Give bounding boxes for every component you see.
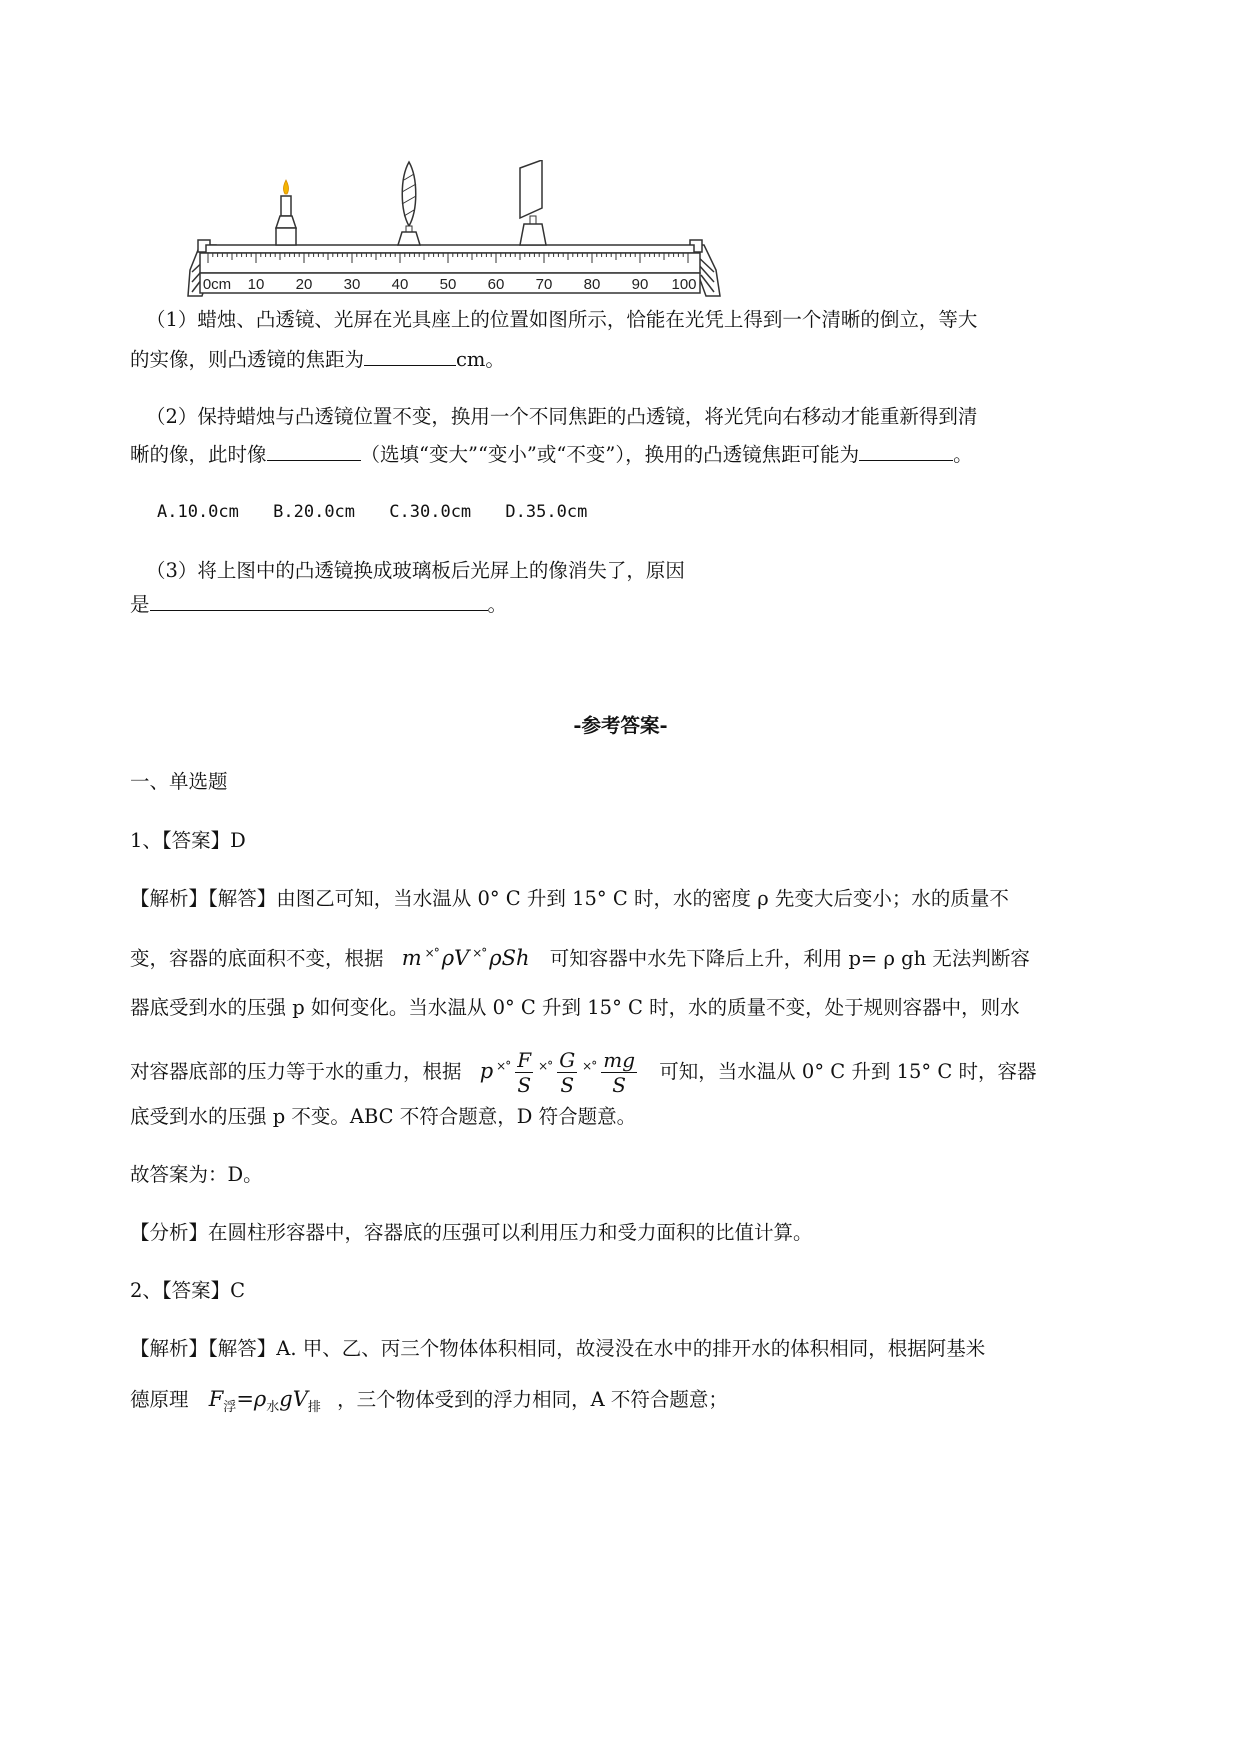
q1-line2 [130, 345, 1130, 375]
math-p: p [479, 1059, 494, 1083]
q3-text-b: 。 [487, 593, 508, 616]
answer-2-para1: 【解析】【解答】A. 甲、乙、丙三个物体体积相同，故浸没在水中的排开水的体积相同，根据阿基米 [130, 1337, 986, 1360]
a1-p4-text-a: 对容器底部的压力等于水的重力，根据 [130, 1060, 462, 1083]
q2-options [157, 497, 587, 527]
scale-label-90: 90 [631, 276, 649, 293]
q2-text-b: （选填“变大”“变小”或“不变”），换用的凸透镜焦距可能为 [360, 443, 860, 466]
math-rhoV: ρV [441, 946, 470, 970]
scale-label-80: 80 [583, 276, 601, 293]
math-F: F [208, 1387, 224, 1411]
fraction-mg-S: $\frac{mg}{S}$ [603, 1048, 636, 1097]
candle [276, 180, 296, 245]
q1-text-b: cm。 [456, 348, 505, 371]
scale-label-40: 40 [391, 276, 409, 293]
garbled-symbol: ×° [424, 946, 439, 960]
math-rhoSh: ρSh [489, 946, 530, 970]
answer-2-para2 [130, 1384, 1130, 1423]
light-screen [520, 160, 546, 245]
answer-1-conclusion: 故答案为：D。 [130, 1163, 263, 1186]
scale-label-20: 20 [295, 276, 313, 293]
formula-archimedes [209, 1384, 321, 1423]
a2-p2-text-a: 德原理 [130, 1388, 189, 1411]
scale-label-70: 70 [535, 276, 553, 293]
sub-displaced: 排 [307, 1400, 321, 1416]
answer-1-para5: 底受到水的压强 p 不变。ABC 不符合题意，D 符合题意。 [130, 1105, 637, 1128]
q3-line2 [130, 590, 1130, 620]
scale-label-10: 10 [247, 276, 265, 293]
garbled-symbol: ×° [472, 946, 487, 960]
garbled-symbol: ×° [496, 1059, 511, 1073]
answers-title: -参考答案- [573, 714, 668, 737]
answer-1-para4 [130, 1040, 1130, 1098]
answer-1-para3: 器底受到水的压强 p 如何变化。当水温从 0° C 升到 15° C 时，水的质量不变，处于规则容器中，则水 [130, 996, 1020, 1019]
q2-text-a: 晰的像，此时像 [130, 443, 267, 466]
formula-pressure [480, 1040, 639, 1097]
scale-label-50: 50 [439, 276, 457, 293]
formula-m-rhoV-rhoSh [402, 938, 530, 973]
answer-2-head: 2、【答案】C [130, 1279, 246, 1302]
math-gV: gV [279, 1387, 308, 1411]
garbled-symbol: ×° [582, 1059, 597, 1073]
scale-label-0cm: 0cm [202, 276, 232, 293]
q3-line1: （3）将上图中的凸透镜换成玻璃板后光屏上的像消失了，原因 [146, 559, 685, 582]
sub-water: 水 [266, 1400, 280, 1416]
answer-1-analysis: 【分析】在圆柱形容器中，容器底的压强可以利用压力和受力面积的比值计算。 [130, 1221, 813, 1244]
optical-bench-figure [180, 160, 740, 310]
answer-1-para1: 【解析】【解答】由图乙可知，当水温从 0° C 升到 15° C 时，水的密度 ρ 先变大后变小；水的质量不 [130, 887, 1009, 910]
option-a[interactable]: A.10.0cm [157, 502, 239, 522]
q2-line2 [130, 440, 1130, 470]
math-m: m [401, 946, 422, 970]
q1-text-a: 的实像，则凸透镜的焦距为 [130, 348, 365, 371]
q2-size-blank[interactable] [267, 440, 361, 461]
garbled-symbol: ×° [538, 1059, 553, 1073]
scale-label-30: 30 [343, 276, 361, 293]
answer-1-para2 [130, 938, 1130, 974]
section-heading: 一、单选题 [130, 770, 228, 793]
convex-lens [398, 162, 420, 245]
q2-focal-blank[interactable] [859, 440, 953, 461]
fraction-F-S: $\frac{F}{S}$ [517, 1048, 532, 1097]
q3-answer-blank[interactable] [150, 590, 488, 611]
math-eq-rho: =ρ [236, 1387, 267, 1411]
answer-1-head: 1、【答案】D [130, 829, 246, 852]
scale-label-100: 100 [671, 276, 697, 293]
q2-line1: （2）保持蜡烛与凸透镜位置不变，换用一个不同焦距的凸透镜，将光凭向右移动才能重新得到清 [146, 405, 978, 428]
option-d[interactable]: D.35.0cm [505, 502, 588, 522]
q1-answer-blank[interactable] [364, 345, 456, 366]
fraction-G-S: $\frac{G}{S}$ [559, 1048, 576, 1097]
a1-p2-text-a: 变，容器的底面积不变，根据 [130, 947, 384, 970]
q2-text-c: 。 [953, 443, 973, 466]
a2-p2-text-b: ，三个物体受到的浮力相同，A 不符合题意； [337, 1388, 728, 1411]
sub-buoyancy: 浮 [223, 1400, 237, 1416]
bench-rail [206, 245, 694, 253]
a1-p2-text-b: 可知容器中水先下降后上升，利用 p= ρ gh 无法判断容 [549, 947, 1030, 970]
q1-line1: （1）蜡烛、凸透镜、光屏在光具座上的位置如图所示，恰能在光凭上得到一个清晰的倒立，等大 [146, 308, 978, 331]
option-b[interactable]: B.20.0cm [273, 502, 356, 522]
option-c[interactable]: C.30.0cm [389, 502, 472, 522]
scale-label-60: 60 [487, 276, 505, 293]
a1-p4-text-b: 可知，当水温从 0° C 升到 15° C 时，容器 [659, 1060, 1037, 1083]
q3-text-a: 是 [130, 593, 150, 616]
